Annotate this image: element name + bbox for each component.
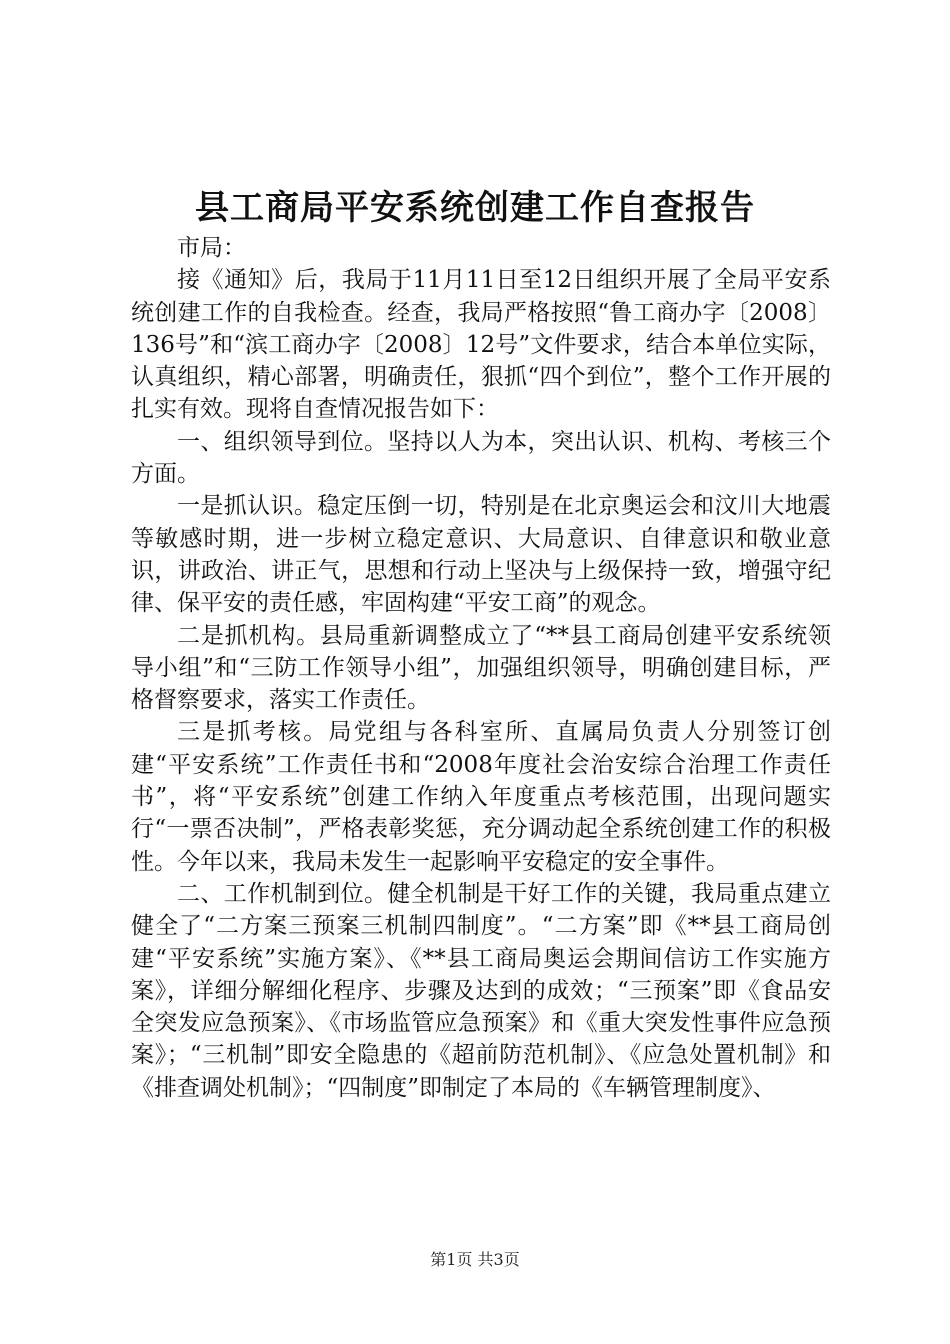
paragraph-organization: 二是抓机构。县局重新调整成立了“**县工商局创建平安系统领导小组”和“三防工作领导小组”，加强组织领导，明确创建目标，严格督察要求，落实工作责任。 [131,622,831,714]
paragraph-assessment: 三是抓考核。局党组与各科室所、直属局负责人分别签订创建“平安系统”工作责任书和“2008年度社会治安综合治理工作责任书”，将“平安系统”创建工作纳入年度重点考核范围，出现问题实行“一票否决制”，严格表彰奖惩，充分调动起全系统创建工作的积极性。今年以来，我局未发生一起影响平安稳定的安全事件。 [131,719,831,875]
paragraph-awareness: 一是抓认识。稳定压倒一切，特别是在北京奥运会和汶川大地震等敏感时期，进一步树立稳定意识、大局意识、自律意识和敬业意识，讲政治、讲正气，思想和行动上坚决与上级保持一致，增强守纪律、保平安的责任感，牢固构建“平安工商”的观念。 [131,493,831,617]
paragraph-section-1: 一、组织领导到位。坚持以人为本，突出认识、机构、考核三个方面。 [131,428,831,488]
document-body [131,232,831,1104]
paragraph-section-2: 二、工作机制到位。健全机制是干好工作的关键，我局重点建立健全了“二方案三预案三机制四制度”。“二方案”即《**县工商局创建“平安系统”实施方案》、《**县工商局奥运会期间信访工作实施方案》，详细分解细化程序、步骤及达到的成效；“三预案”即《食品安全突发应急预案》、《市场监管应急预案》和《重大突发性事件应急预案》；“三机制”即安全隐患的《超前防范机制》、《应急处置机制》和《排查调处机制》；“四制度”即制定了本局的《车辆管理制度》、 [131,880,831,1101]
paragraph-intro: 接《通知》后，我局于11月11日至12日组织开展了全局平安系统创建工作的自我检查。经查，我局严格按照“鲁工商办字〔2008〕136号”和“滨工商办字〔2008〕12号”文件要求，结合本单位实际，认真组织，精心部署，明确责任，狠抓“四个到位”，整个工作开展的扎实有效。现将自查情况报告如下： [131,267,831,423]
page-number: 第1页 共3页 [430,1250,520,1269]
document-title: 县工商局平安系统创建工作自查报告 [195,188,755,228]
salutation: 市局： [177,235,246,261]
